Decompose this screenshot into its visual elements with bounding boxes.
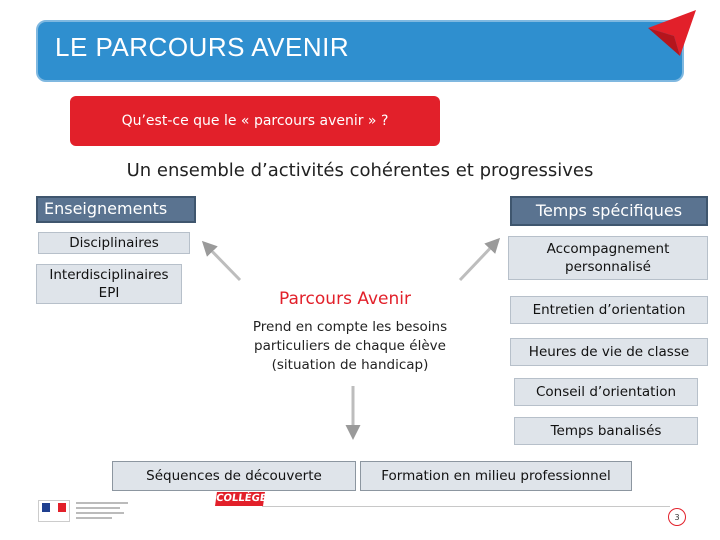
item-accompagnement: Accompagnement personnalisé <box>508 236 708 280</box>
college-badge: COLLÈGE <box>215 493 268 504</box>
item-entretien: Entretien d’orientation <box>510 296 708 324</box>
item-formation-milieu-pro: Formation en milieu professionnel <box>360 461 632 491</box>
ministry-logo <box>38 500 70 522</box>
flag-icon <box>42 503 66 512</box>
ministry-wordmark <box>76 500 128 522</box>
item-sequences-decouverte: Séquences de découverte <box>112 461 356 491</box>
header-temps-specifiques: Temps spécifiques <box>510 196 708 226</box>
arrow-to-temps-specifiques <box>460 240 498 280</box>
center-title: Parcours Avenir <box>279 289 411 309</box>
footer-divider <box>262 506 670 507</box>
item-conseil: Conseil d’orientation <box>514 378 698 406</box>
item-temps-banalises: Temps banalisés <box>514 417 698 445</box>
item-interdisciplinaires: Interdisciplinaires EPI <box>36 264 182 304</box>
question-banner: Qu’est-ce que le « parcours avenir » ? <box>70 96 440 146</box>
item-heures-vie-classe: Heures de vie de classe <box>510 338 708 366</box>
item-disciplinaires: Disciplinaires <box>38 232 190 254</box>
headline: Un ensemble d’activités cohérentes et progressives <box>126 160 594 181</box>
header-enseignements: Enseignements <box>36 196 196 223</box>
page-title: LE PARCOURS AVENIR <box>55 32 350 62</box>
center-description: Prend en compte les besoins particuliers de chaque élève (situation de handicap) <box>252 319 448 373</box>
arrow-to-enseignements <box>204 243 240 280</box>
page-number: 3 <box>668 508 686 526</box>
